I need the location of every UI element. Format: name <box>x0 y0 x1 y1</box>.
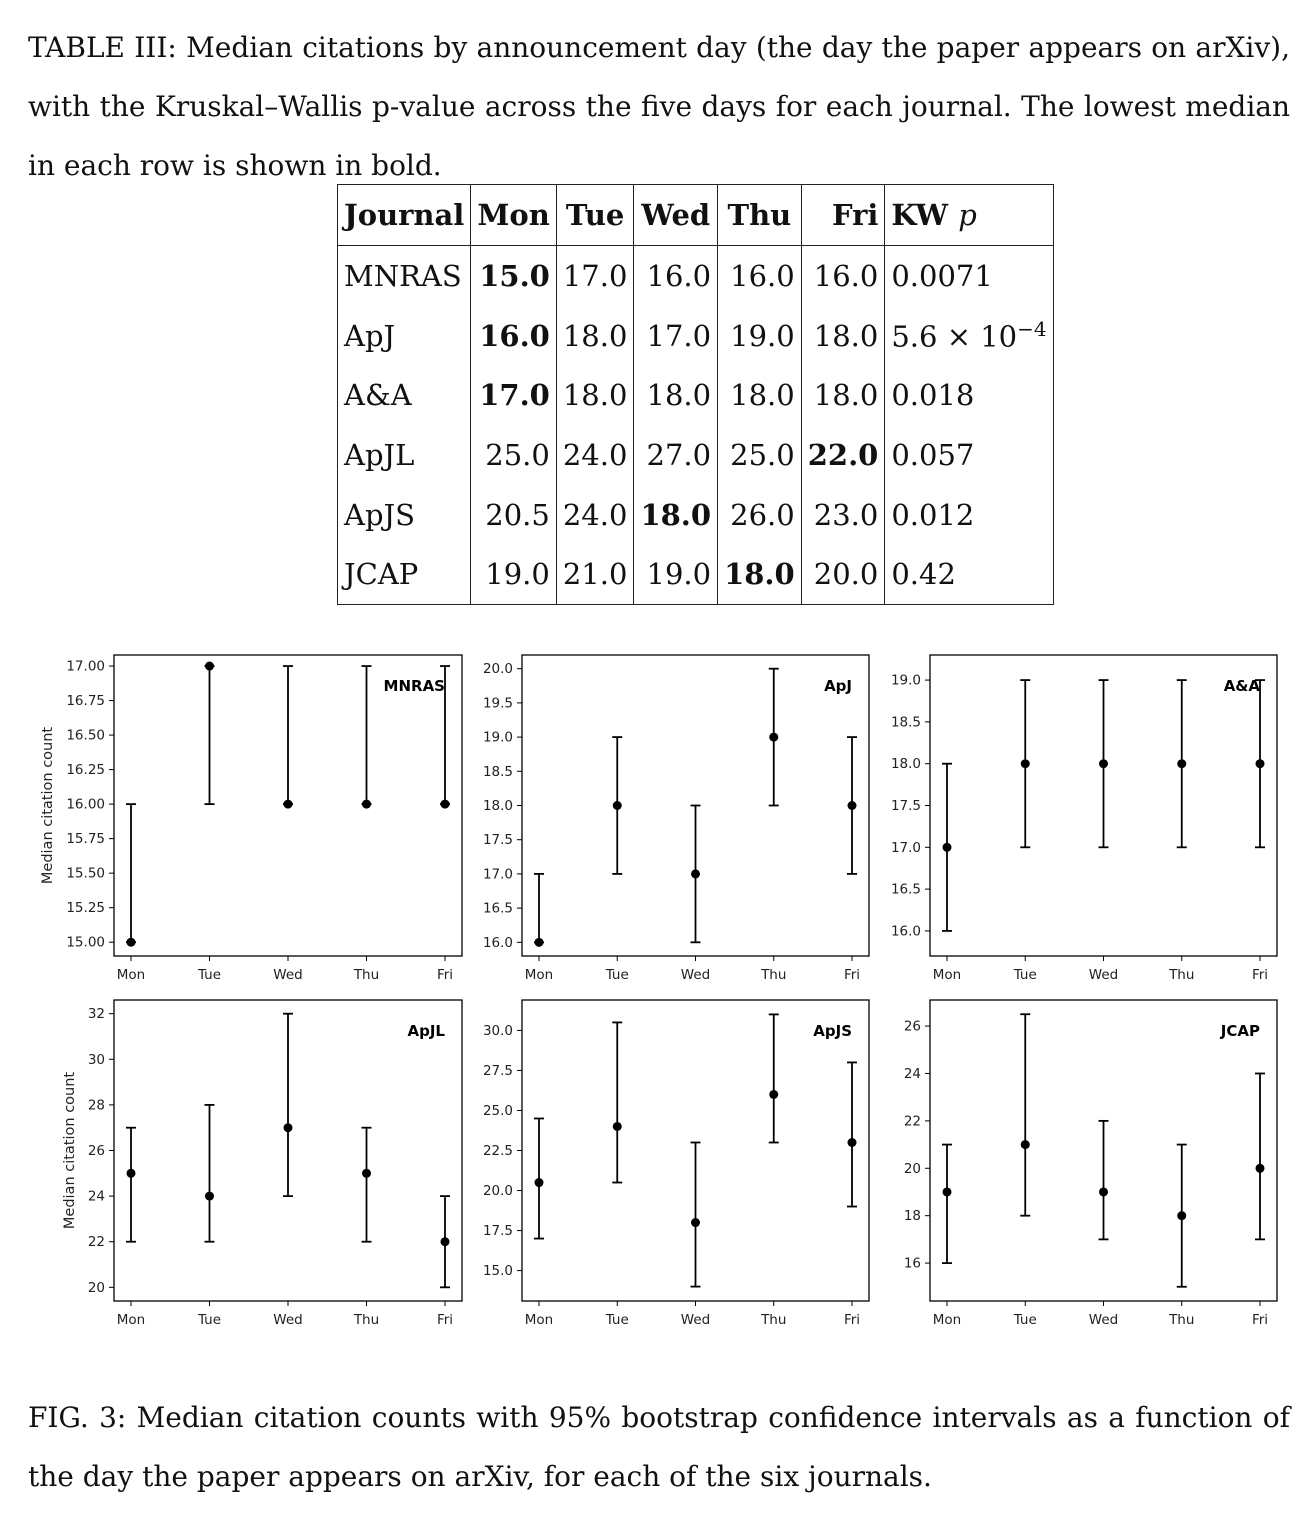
median-cell: 24.0 <box>556 485 634 545</box>
y-tick-label: 26 <box>903 1018 921 1035</box>
y-tick-label: 27.5 <box>482 1062 513 1079</box>
median-point <box>613 1122 622 1131</box>
median-point <box>1021 759 1030 768</box>
y-tick-label: 18.0 <box>482 798 513 814</box>
median-cell: 16.0 <box>471 306 557 366</box>
median-cell: 25.0 <box>718 425 802 485</box>
median-point <box>127 1169 136 1178</box>
panel-title: ApJS <box>813 1022 852 1040</box>
median-cell: 17.0 <box>556 246 634 306</box>
y-tick-label: 15.00 <box>66 934 105 951</box>
y-tick-label: 17.00 <box>66 658 105 675</box>
y-tick-label: 18.5 <box>890 714 921 731</box>
y-tick-label: 17.5 <box>482 1223 513 1240</box>
panel-title: ApJL <box>407 1022 445 1040</box>
median-cell: 27.0 <box>634 425 718 485</box>
x-tick-label: Mon <box>932 1312 962 1328</box>
y-tick-label: 15.75 <box>66 831 105 848</box>
y-tick-label: 22.5 <box>482 1143 513 1159</box>
median-cell: 19.0 <box>718 306 802 366</box>
x-tick-label: Fri <box>436 967 454 983</box>
median-cell: 16.0 <box>801 246 885 306</box>
median-point <box>441 1237 450 1246</box>
panel-title: JCAP <box>1220 1022 1260 1040</box>
median-point <box>691 1218 700 1227</box>
median-point <box>284 1123 293 1132</box>
y-tick-label: 18.0 <box>890 756 921 773</box>
y-tick-label: 17.5 <box>890 798 921 814</box>
y-tick-label: 16.0 <box>482 934 513 951</box>
median-point <box>362 1169 371 1178</box>
x-tick-label: Wed <box>273 967 303 983</box>
header-journal: Journal <box>338 185 471 246</box>
y-tick-label: 16.5 <box>890 881 921 898</box>
median-cell: 20.5 <box>471 485 557 545</box>
median-point <box>284 800 293 809</box>
header-fri: Fri <box>801 185 885 246</box>
table-row <box>338 425 1054 485</box>
median-point <box>1256 759 1265 768</box>
x-tick-label: Thu <box>761 967 787 983</box>
x-tick-label: Fri <box>843 1312 861 1328</box>
header-thu: Thu <box>718 185 802 246</box>
median-point <box>769 733 778 742</box>
y-tick-label: 32 <box>87 1006 105 1023</box>
median-point <box>535 938 544 947</box>
median-cell: 17.0 <box>471 365 557 425</box>
y-tick-label: 15.50 <box>66 865 105 882</box>
y-tick-label: 16.25 <box>66 762 105 779</box>
median-point <box>943 1187 952 1196</box>
journal-cell: MNRAS <box>344 258 462 293</box>
y-tick-label: 15.0 <box>482 1263 513 1280</box>
x-tick-label: Mon <box>932 967 962 983</box>
median-cell: 25.0 <box>471 425 557 485</box>
y-tick-label: 16.0 <box>890 923 921 940</box>
x-tick-label: Tue <box>197 1312 222 1328</box>
citations-table <box>337 184 1054 605</box>
median-cell: 24.0 <box>556 425 634 485</box>
x-tick-label: Fri <box>1251 1312 1269 1328</box>
table-caption: TABLE III: Median citations by announcement day (the day the paper appears on arXiv), with the Kruskal–Wallis p-value across the five days for each journal. The lowest median in each row is shown in bold. <box>28 31 1290 182</box>
median-cell: 19.0 <box>471 544 557 604</box>
median-point <box>441 800 450 809</box>
journal-cell: JCAP <box>344 557 419 592</box>
y-tick-label: 22 <box>903 1113 921 1130</box>
y-tick-label: 28 <box>87 1097 105 1114</box>
median-point <box>127 938 136 947</box>
y-tick-label: 24 <box>87 1188 105 1205</box>
figure-3 <box>0 640 1311 1340</box>
median-cell: 16.0 <box>718 246 802 306</box>
journal-cell: ApJ <box>344 318 396 353</box>
median-cell: 19.0 <box>634 544 718 604</box>
y-tick-label: 15.25 <box>66 900 105 917</box>
figure-caption: FIG. 3: Median citation counts with 95% bootstrap confidence intervals as a function of the day the paper appears on arXiv, for each of the six journals. <box>28 1401 1290 1493</box>
y-axis-label: Median citation count <box>62 1071 78 1230</box>
median-cell: 21.0 <box>556 544 634 604</box>
y-tick-label: 24 <box>903 1065 921 1082</box>
median-point <box>848 801 857 810</box>
median-point <box>205 1192 214 1201</box>
x-tick-label: Tue <box>1013 967 1037 983</box>
x-tick-label: Fri <box>1251 967 1269 983</box>
x-tick-label: Tue <box>605 1312 629 1328</box>
median-point <box>1099 1187 1108 1196</box>
y-tick-label: 17.5 <box>482 832 513 849</box>
y-tick-label: 19.5 <box>482 695 513 712</box>
y-tick-label: 16.75 <box>66 693 105 710</box>
y-tick-label: 22 <box>87 1234 105 1251</box>
x-tick-label: Wed <box>273 1312 303 1328</box>
table-header-row <box>338 185 1054 246</box>
x-tick-label: Wed <box>1088 967 1119 983</box>
x-tick-label: Mon <box>524 1312 554 1328</box>
median-point <box>535 1178 544 1187</box>
y-tick-label: 16 <box>903 1255 921 1272</box>
journal-cell: ApJS <box>344 497 415 532</box>
journal-cell: A&A <box>344 378 412 413</box>
y-tick-label: 18.5 <box>482 763 513 780</box>
table-row <box>338 246 1054 306</box>
median-point <box>1021 1140 1030 1149</box>
median-cell: 23.0 <box>801 485 885 545</box>
panel-title: A&A <box>1223 677 1260 695</box>
panel-title: ApJ <box>824 677 852 695</box>
median-cell: 18.0 <box>801 365 885 425</box>
y-tick-label: 20 <box>903 1160 921 1177</box>
kw-p-cell: 0.018 <box>885 365 1053 425</box>
median-cell: 26.0 <box>718 485 802 545</box>
median-cell: 18.0 <box>634 485 718 545</box>
header-mon: Mon <box>471 185 557 246</box>
y-tick-label: 19.0 <box>482 729 513 746</box>
table-row <box>338 544 1054 604</box>
x-tick-label: Mon <box>524 967 554 983</box>
y-tick-label: 16.00 <box>66 796 105 813</box>
x-tick-label: Wed <box>1088 1312 1119 1328</box>
header-kw-p: KW p <box>885 185 1053 246</box>
table-row <box>338 365 1054 425</box>
table-row <box>338 306 1054 366</box>
journal-cell: ApJL <box>344 437 415 472</box>
median-cell: 20.0 <box>801 544 885 604</box>
x-tick-label: Thu <box>1169 1312 1195 1328</box>
x-tick-label: Thu <box>353 967 380 983</box>
median-cell: 18.0 <box>556 365 634 425</box>
median-cell: 17.0 <box>634 306 718 366</box>
y-tick-label: 20.0 <box>482 661 513 678</box>
kw-p-cell: $5.6 \times 10^{-4}$ <box>885 306 1053 366</box>
median-point <box>1099 759 1108 768</box>
header-tue: Tue <box>556 185 634 246</box>
median-point <box>1256 1164 1265 1173</box>
y-tick-label: 19.0 <box>890 672 921 689</box>
median-cell: 15.0 <box>471 246 557 306</box>
y-tick-label: 26 <box>87 1143 105 1159</box>
x-tick-label: Mon <box>116 967 146 983</box>
x-tick-label: Fri <box>436 1312 454 1328</box>
median-point <box>691 869 700 878</box>
kw-p-cell: 0.0071 <box>885 246 1053 306</box>
median-point <box>1177 1211 1186 1220</box>
x-tick-label: Thu <box>761 1312 787 1328</box>
median-point <box>362 800 371 809</box>
median-point <box>613 801 622 810</box>
y-tick-label: 30 <box>87 1051 105 1068</box>
table-row <box>338 485 1054 545</box>
x-tick-label: Tue <box>1013 1312 1037 1328</box>
x-tick-label: Thu <box>1169 967 1195 983</box>
median-cell: 18.0 <box>718 544 802 604</box>
y-tick-label: 16.50 <box>66 727 105 744</box>
median-point <box>205 662 214 671</box>
median-point <box>1177 759 1186 768</box>
x-tick-label: Mon <box>116 1312 146 1328</box>
y-axis-label: Median citation count <box>40 726 56 885</box>
x-tick-label: Tue <box>197 967 222 983</box>
kw-p-cell: 0.057 <box>885 425 1053 485</box>
median-cell: 18.0 <box>556 306 634 366</box>
x-tick-label: Tue <box>605 967 629 983</box>
x-tick-label: Thu <box>353 1312 380 1328</box>
median-cell: 16.0 <box>634 246 718 306</box>
y-tick-label: 20 <box>87 1279 105 1296</box>
median-cell: 18.0 <box>801 306 885 366</box>
header-wed: Wed <box>634 185 718 246</box>
kw-p-cell: 0.42 <box>885 544 1053 604</box>
kw-p-cell: 0.012 <box>885 485 1053 545</box>
x-tick-label: Fri <box>843 967 861 983</box>
x-tick-label: Wed <box>680 967 711 983</box>
y-tick-label: 20.0 <box>482 1183 513 1200</box>
y-tick-label: 16.5 <box>482 900 513 917</box>
y-tick-label: 17.0 <box>482 866 513 883</box>
y-tick-label: 17.0 <box>890 839 921 856</box>
median-point <box>769 1090 778 1099</box>
median-point <box>943 843 952 852</box>
median-cell: 22.0 <box>801 425 885 485</box>
panel-title: MNRAS <box>383 677 445 695</box>
y-tick-label: 25.0 <box>482 1102 513 1119</box>
median-cell: 18.0 <box>718 365 802 425</box>
x-tick-label: Wed <box>680 1312 711 1328</box>
y-tick-label: 30.0 <box>482 1022 513 1039</box>
median-cell: 18.0 <box>634 365 718 425</box>
y-tick-label: 18 <box>903 1208 921 1225</box>
median-point <box>848 1138 857 1147</box>
